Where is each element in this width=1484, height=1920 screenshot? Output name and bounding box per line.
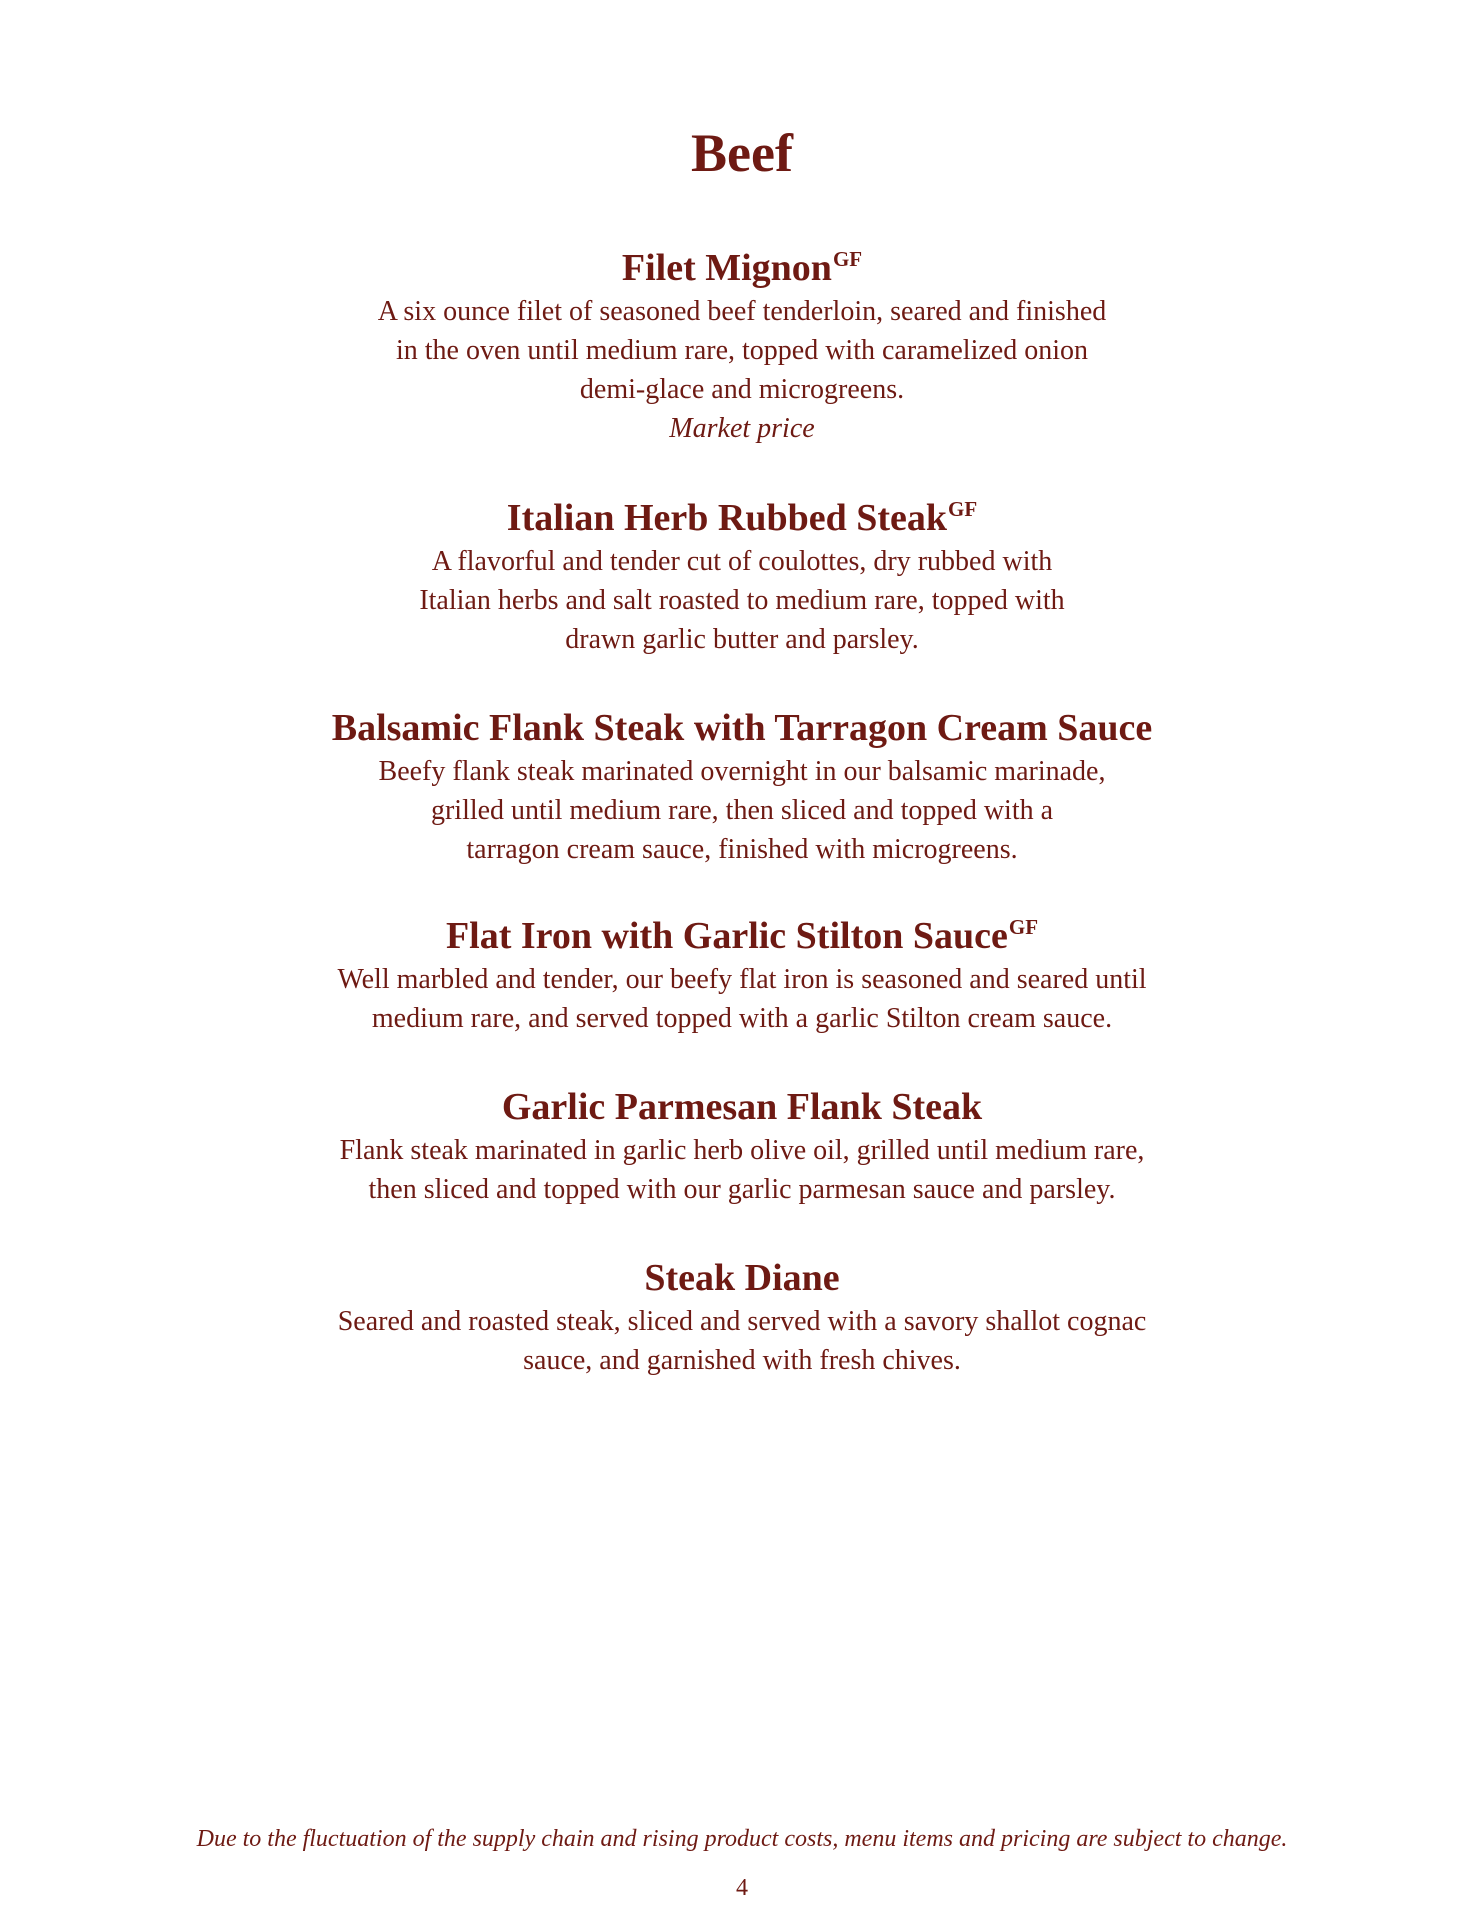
menu-item-price: Market price [669,413,815,444]
description-line: Flank steak marinated in garlic herb olive oil, grilled until medium rare, [339,1135,1145,1166]
menu-item-flat-iron [0,912,1484,1038]
description-line: tarragon cream sauce, finished with microgreens. [466,834,1018,865]
menu-item-description [0,1131,1484,1209]
menu-item-description [0,752,1484,869]
menu-item-name-text: Filet Mignon [621,247,832,289]
description-line: medium rare, and served topped with a garlic Stilton cream sauce. [371,1003,1113,1034]
gluten-free-tag: GF [948,497,978,521]
menu-item-garlic-parmesan-flank-steak [0,1083,1484,1209]
gluten-free-tag: GF [832,247,863,271]
description-line: then sliced and topped with our garlic parmesan sauce and parsley. [368,1174,1116,1205]
menu-item-description [0,542,1484,659]
description-line: Seared and roasted steak, sliced and served with a savory shallot cognac [337,1306,1147,1337]
footer-disclaimer: Due to the fluctuation of the supply chain and rising product costs, menu items and pricing are subject to change. [196,1826,1288,1852]
menu-item-name [0,1254,1484,1302]
description-line: A flavorful and tender cut of coulottes, dry rubbed with [431,546,1053,577]
description-line: grilled until medium rare, then sliced and topped with a [430,795,1054,826]
menu-item-description [0,292,1484,409]
menu-item-balsamic-flank-steak [0,704,1484,869]
menu-item-name-text: Garlic Parmesan Flank Steak [501,1086,983,1128]
menu-item-steak-diane [0,1254,1484,1380]
description-line: in the oven until medium rare, topped with caramelized onion [395,335,1088,366]
menu-item-name [0,912,1484,960]
menu-item-description [0,1302,1484,1380]
menu-item-italian-herb-rubbed-steak [0,494,1484,659]
menu-item-name-text: Italian Herb Rubbed Steak [506,497,948,539]
menu-item-name [0,1083,1484,1131]
menu-item-name-text: Flat Iron with Garlic Stilton Sauce [445,915,1008,957]
gluten-free-tag: GF [1008,915,1039,939]
description-line: Italian herbs and salt roasted to medium rare, topped with [419,585,1065,616]
menu-item-name [0,494,1484,542]
menu-item-name-text: Steak Diane [644,1257,840,1299]
menu-item-description [0,960,1484,1038]
menu-item-name [0,704,1484,752]
page-number: 4 [736,1875,748,1901]
description-line: sauce, and garnished with fresh chives. [523,1345,961,1376]
menu-item-name [0,244,1484,292]
menu-item-filet-mignon [0,244,1484,448]
description-line: Beefy flank steak marinated overnight in our balsamic marinade, [378,756,1106,787]
menu-item-name-text: Balsamic Flank Steak with Tarragon Cream Sauce [331,707,1153,749]
description-line: A six ounce filet of seasoned beef tenderloin, seared and finished [377,296,1107,327]
section-title: Beef [691,123,793,183]
description-line: drawn garlic butter and parsley. [565,624,919,655]
description-line: Well marbled and tender, our beefy flat iron is seasoned and seared until [337,964,1147,995]
description-line: demi-glace and microgreens. [579,374,905,405]
